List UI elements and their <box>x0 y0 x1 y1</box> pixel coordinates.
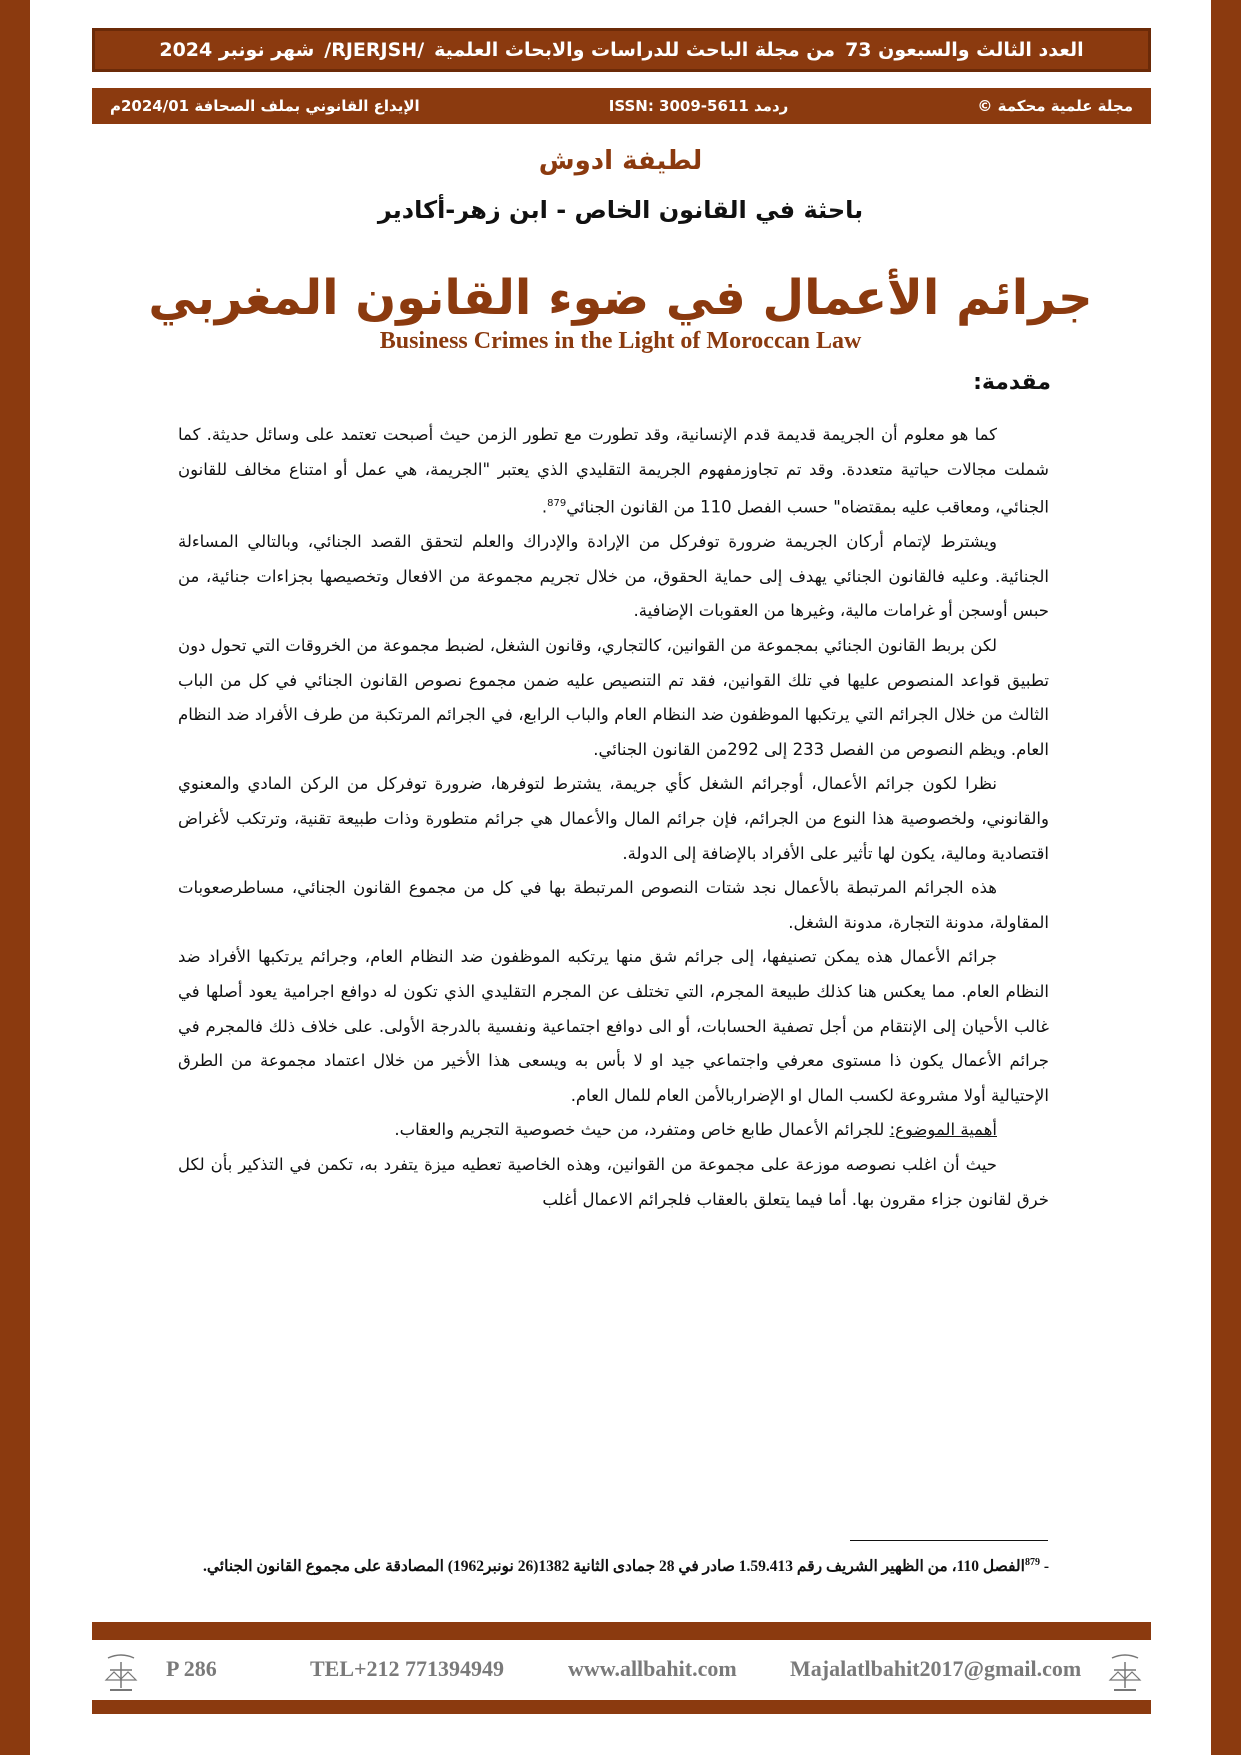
paragraph: جرائم الأعمال هذه يمكن تصنيفها، إلى جرائم شق منها يرتكبه الموظفون ضد النظام العام، وجرائم يرتكبها الأفراد ضد النظام العام. مما يعكس هنا كذلك طبيعة المجرم، التي تختلف عن المجرم التقليدي الذي تكون له دوافع اجرامية يعود أصلها في غالب الأحيان إلى الإنتقام من أجل تصفية الحسابات، أو الى دوافع اجتماعية ونفسية بالدرجة الأولى. على خلاف ذلك فالمجرم في جرائم الأعمال يكون ذا مستوى معرفي واجتماعي جيد او لا بأس به ويسعى هذا الأخير من خلال اعتماد مجموعة من الطرق الإحتيالية أولا مشروعة لكسب المال او الإضراربالأمن العام للمال العام. <box>178 947 1049 1105</box>
issue-month: شهر نونبر 2024 <box>159 39 315 61</box>
footer-website[interactable]: www.allbahit.com <box>568 1656 737 1681</box>
journal-name: من مجلة الباحث للدراسات والابحاث العلمية <box>434 39 836 61</box>
paragraph: حيث أن اغلب نصوصه موزعة على مجموعة من القوانين، وهذه الخاصية تعطيه ميزة يتفرد به، تكمن في التذكير بأن لكل خرق لقانون جزاء مقرون بها. أما فيما يتعلق بالعقاب فلجرائم الاعمال أغلب <box>178 1154 1049 1209</box>
topic-importance-label: أهمية الموضوع: <box>889 1120 997 1140</box>
journal-logo-icon <box>1100 1648 1150 1698</box>
footer-phone: TEL+212 771394949 <box>310 1656 505 1681</box>
paragraph: ويشترط لإتمام أركان الجريمة ضرورة توفركل من الإرادة والإدراك والعلم لتحقق القصد الجنائي، وبالتالي المساءلة الجنائية. وعليه فالقانون الجنائي يهدف إلى حماية الحقوق، من خلال تجريم مجموعة من الافعال وتخصيصها بجزاءات جنائية، من حبس أوسجن أو غرامات مالية، وغيرها من العقوبات الإضافية. <box>178 532 1049 621</box>
author-name: لطيفة ادوش <box>538 146 703 176</box>
article-title-english: Business Crimes in the Light of Moroccan Law <box>379 328 862 354</box>
journal-subheader <box>92 88 1151 124</box>
intro-heading: مقدمة: <box>973 370 1051 395</box>
footer-top-bar <box>92 1622 1151 1640</box>
paragraph: لكن بربط القانون الجنائي بمجموعة من القوانين، كالتجاري، وقانون الشغل، لضبط مجموعة من الخروقات التي تحول دون تطبيق قواعد المنصوص عليها في تلك القوانين، فقد تم التنصيص عليه ضمن مجموع نصوص القانون الجنائي في كل من الباب الثالث من خلال الجرائم التي يرتكبها الموظفون ضد النظام العام والباب الرابع، في الجرائم المرتكبة من طرف الأفراد ضد النظام العام. ويظم النصوص من الفصل 233 إلى 292من القانون الجنائي. <box>178 636 1049 759</box>
paragraph: نظرا لكون جرائم الأعمال، أوجرائم الشغل كأي جريمة، يشترط لتوفرها، ضرورة توفركل من الركن المادي والمعنوي والقانوني، ولخصوصية هذا النوع من الجرائم، فإن جرائم المال والأعمال هي جرائم متطورة وذات طبيعة تقنية، وترتكب لأغراض اقتصادية ومالية، يكون لها تأثير على الأفراد بالإضافة إلى الدولة. <box>178 774 1049 863</box>
article-title-arabic: جرائم الأعمال في ضوء القانون المغربي <box>148 270 1093 326</box>
page-number: P 286 <box>166 1656 217 1681</box>
left-border <box>0 0 30 1755</box>
paragraph <box>178 1113 1049 1148</box>
journal-code: /RJERJSH/ <box>324 39 425 61</box>
footnote-text: الفصل 110، من الظهير الشريف رقم 1.59.413 صادر في 28 جمادى الثانية 1382(26 نونبر1962) المصادقة على مجموع القانون الجنائي. <box>202 1558 1025 1576</box>
author-affiliation: باحثة في القانون الخاص - ابن زهر-أكادير <box>377 196 864 224</box>
issue-label: العدد الثالث والسبعون 73 <box>845 39 1084 61</box>
article-body <box>178 418 1049 1217</box>
footnote-ref[interactable]: 879 <box>547 498 567 510</box>
footnote: - $^{879}$الفصل 110، من الظهير الشريف رقم 1.59.413 صادر في 28 جمادى الثانية 1382(26 نونبر1962) المصادقة على مجموع القانون الجنائي. <box>202 1557 1049 1576</box>
footnote-number: 879 <box>1024 1557 1040 1568</box>
paragraph: كما هو معلوم أن الجريمة قديمة قدم الإنسانية، وقد تطورت مع تطور الزمن حيث أصبحت تعتمد على وسائل حديثة. كما شملت مجالات حياتية متعددة. وقد تم تجاوزمفهوم الجريمة التقليدي الذي يعتبر "الجريمة، هي عمل أو امتناع مخالف للقانون الجنائي، ومعاقب عليه بمقتضاه" حسب الفصل 110 من القانون الجنائي$^{879}$. <box>178 425 1049 517</box>
legal-deposit-label: الإيداع القانوني بملف الصحافة 2024/01م <box>110 97 420 115</box>
right-border <box>1211 0 1241 1755</box>
footer-bottom-bar <box>92 1700 1151 1714</box>
paragraph-text: كما هو معلوم أن الجريمة قديمة قدم الإنسانية، وقد تطورت مع تطور الزمن حيث أصبحت تعتمد على وسائل حديثة. كما شملت مجالات حياتية متعددة. وقد تم تجاوزمفهوم الجريمة التقليدي الذي يعتبر "الجريمة، هي عمل أو امتناع مخالف للقانون الجنائي، ومعاقب عليه بمقتضاه" حسب الفصل 110 من القانون الجنائي <box>178 425 1049 517</box>
issn-label: ردمد ISSN: 3009-5611 <box>608 97 789 115</box>
paragraph-text: للجرائم الأعمال طابع خاص ومتفرد، من حيث خصوصية التجريم والعقاب. <box>394 1120 890 1140</box>
footnote-divider <box>850 1540 1048 1541</box>
footer-email[interactable]: Majalatlbahit2017@gmail.com <box>790 1656 1082 1681</box>
paragraph: هذه الجرائم المرتبطة بالأعمال نجد شتات النصوص المرتبطة بها في كل من مجموع القانون الجنائي، مساطرصعوبات المقاولة، مدونة التجارة، مدونة الشغل. <box>178 878 1049 932</box>
journal-logo-icon <box>96 1648 146 1698</box>
peer-reviewed-label: مجلة علمية محكمة © <box>977 97 1133 115</box>
journal-header <box>92 28 1151 72</box>
